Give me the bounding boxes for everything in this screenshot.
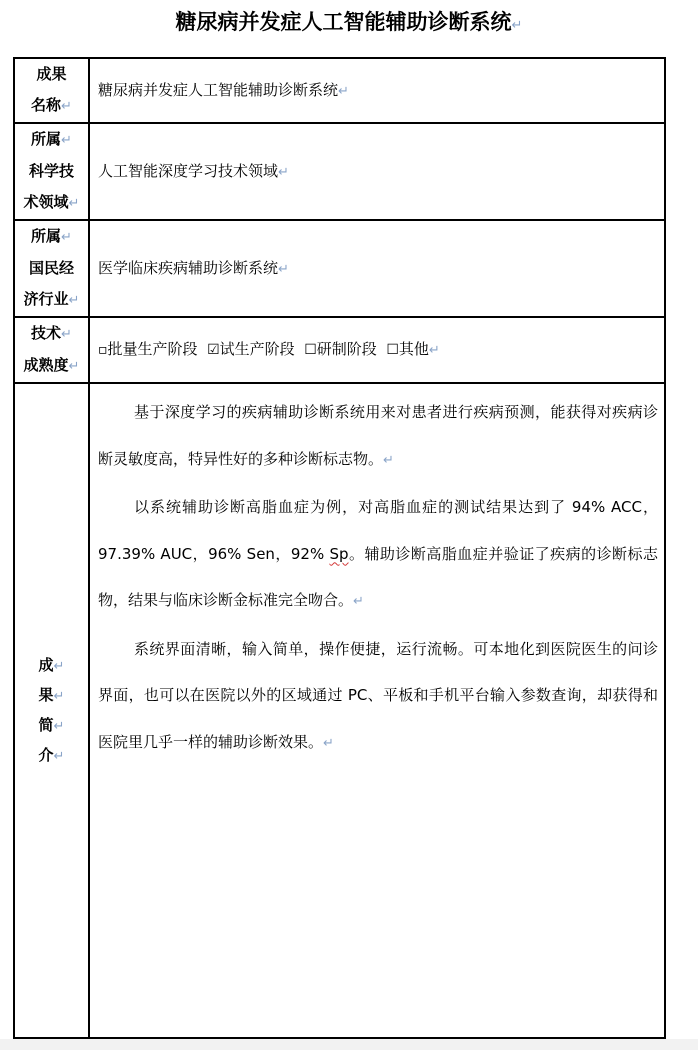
achievement-name-text: 糖尿病并发症人工智能辅助诊断系统 <box>98 80 339 99</box>
value-achievement-name <box>89 58 665 123</box>
maturity-option-trial-production[interactable]: ☑试生产阶段 <box>207 340 295 358</box>
maturity-option-development[interactable]: ☐研制阶段 <box>304 340 377 358</box>
label-achievement-name <box>14 58 89 123</box>
value-introduction <box>89 383 665 1038</box>
label-line: 成熟度↵ <box>23 356 80 374</box>
label-line: 科学技 <box>28 162 74 180</box>
paragraph-mark-icon: ↵ <box>278 261 289 277</box>
paragraph-mark-icon: ↵ <box>338 83 349 99</box>
label-line: 介↵ <box>38 745 65 764</box>
label-line: 名称↵ <box>31 96 72 114</box>
paragraph-mark-icon: ↵ <box>278 164 289 180</box>
label-line: 国民经 <box>28 259 74 277</box>
maturity-option-mass-production[interactable]: ▫批量生产阶段 <box>98 340 198 358</box>
page-bottom-edge <box>0 1039 698 1050</box>
intro-paragraph-2: 以系统辅助诊断高脂血症为例，对高脂血症的测试结果达到了 94% ACC，97.39% AUC，96% Sen，92% Sp。辅助诊断高脂血症并验证了疾病的诊断标志物，结果与临床诊断金标准完全吻合。↵ <box>98 498 658 609</box>
paragraph-mark-icon: ↵ <box>511 18 523 33</box>
intro-paragraph-3: 系统界面清晰，输入简单，操作便捷，运行流畅。可本地化到医院医生的问诊界面，也可以在医院以外的区域通过 PC、平板和手机平台输入参数查询，却获得和医院里几乎一样的辅助诊断效果。↵ <box>98 639 658 751</box>
label-maturity <box>14 317 89 383</box>
table-row-introduction <box>14 383 665 1038</box>
checkbox-checked-icon[interactable]: ☑ <box>207 342 220 358</box>
table-row-achievement-name <box>14 58 665 123</box>
label-line: 果↵ <box>38 685 65 704</box>
checkbox-unchecked-icon[interactable]: ☐ <box>386 342 399 358</box>
document-title <box>0 6 698 36</box>
value-industry <box>89 220 665 317</box>
industry-text: 医学临床疾病辅助诊断系统 <box>98 258 279 277</box>
label-line: 技术↵ <box>31 324 72 342</box>
table-row-science-field <box>14 123 665 220</box>
paragraph-mark-icon: ↵ <box>428 343 440 358</box>
document-title-text: 糖尿病并发症人工智能辅助诊断系统 <box>175 10 512 34</box>
intro-paragraph-1: 基于深度学习的疾病辅助诊断系统用来对患者进行疾病预测，能获得对疾病诊断灵敏度高，特异性好的多种诊断标志物。↵ <box>98 403 658 468</box>
checkbox-unchecked-icon[interactable]: ☐ <box>304 342 317 358</box>
label-line: 所属↵ <box>31 227 72 245</box>
label-line: 术领域↵ <box>23 193 80 211</box>
label-line: 济行业↵ <box>23 290 80 308</box>
table-row-maturity <box>14 317 665 383</box>
checkbox-unchecked-icon[interactable]: ▫ <box>98 342 108 358</box>
label-science-field <box>14 123 89 220</box>
label-line: 成果 <box>36 65 67 83</box>
value-maturity <box>89 317 665 383</box>
label-introduction <box>14 383 89 1038</box>
table-row-industry <box>14 220 665 317</box>
label-industry <box>14 220 89 317</box>
spellcheck-underline: Sp <box>329 544 349 563</box>
maturity-option-other[interactable]: ☐其他 <box>386 340 429 358</box>
label-line: 简↵ <box>38 715 65 734</box>
label-line: 成↵ <box>38 655 65 674</box>
achievement-info-table <box>13 57 666 1039</box>
label-line: 所属↵ <box>31 130 72 148</box>
science-field-text: 人工智能深度学习技术领域 <box>98 161 279 180</box>
value-science-field <box>89 123 665 220</box>
